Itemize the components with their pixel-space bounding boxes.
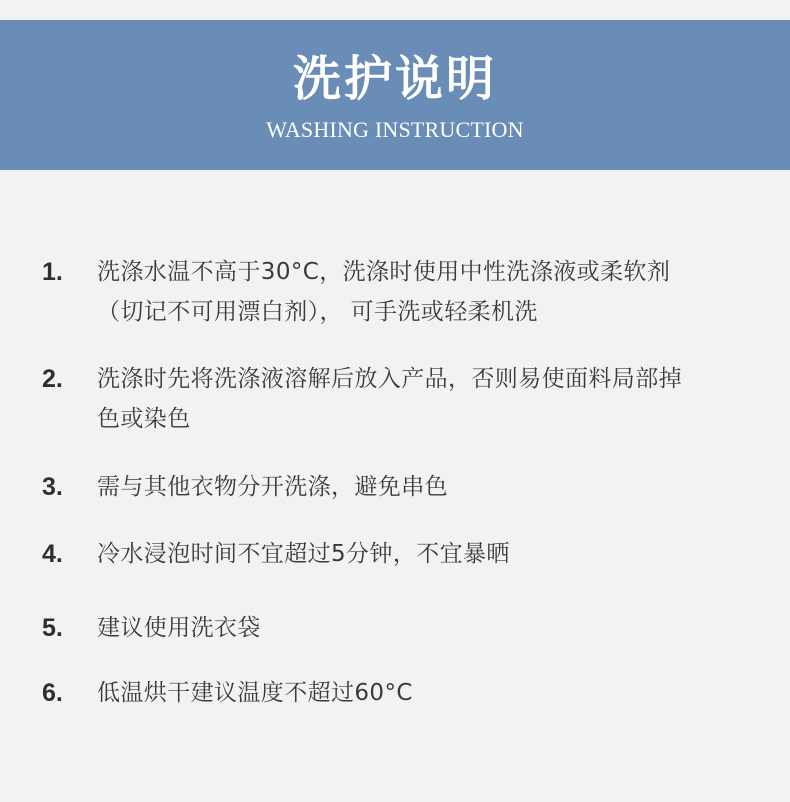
instruction-number-4: 4. [42,540,63,568]
instruction-number-5: 5. [42,614,63,642]
instruction-number-6: 6. [42,679,63,707]
instruction-text-5: 建议使用洗衣袋 [97,615,261,641]
instruction-text-4: 冷水浸泡时间不宜超过5分钟，不宜暴晒 [97,541,510,567]
instruction-item-6 [0,673,790,713]
instruction-number-3: 3. [42,473,63,501]
instruction-text-6: 低温烘干建议温度不超过60°C [97,680,413,706]
instruction-item-2 [0,359,790,441]
instruction-number-1: 1. [42,258,63,286]
instruction-number-2: 2. [42,365,63,393]
page-subtitle: WASHING INSTRUCTION [266,117,524,142]
instruction-item-5 [0,608,790,648]
instruction-item-3 [0,467,790,507]
page-title: 洗护说明 [292,51,497,107]
instruction-item-1 [0,252,790,334]
instruction-text-2: 洗涤时先将洗涤液溶解后放入产品，否则易使面料局部掉 色或染色 [97,366,682,432]
instruction-text-3: 需与其他衣物分开洗涤，避免串色 [97,474,448,500]
instruction-text-1: 洗涤水温不高于30°C，洗涤时使用中性洗涤液或柔软剂 （切记不可用漂白剂）， 可手洗或轻柔机洗 [97,259,671,325]
instruction-item-4 [0,534,790,574]
